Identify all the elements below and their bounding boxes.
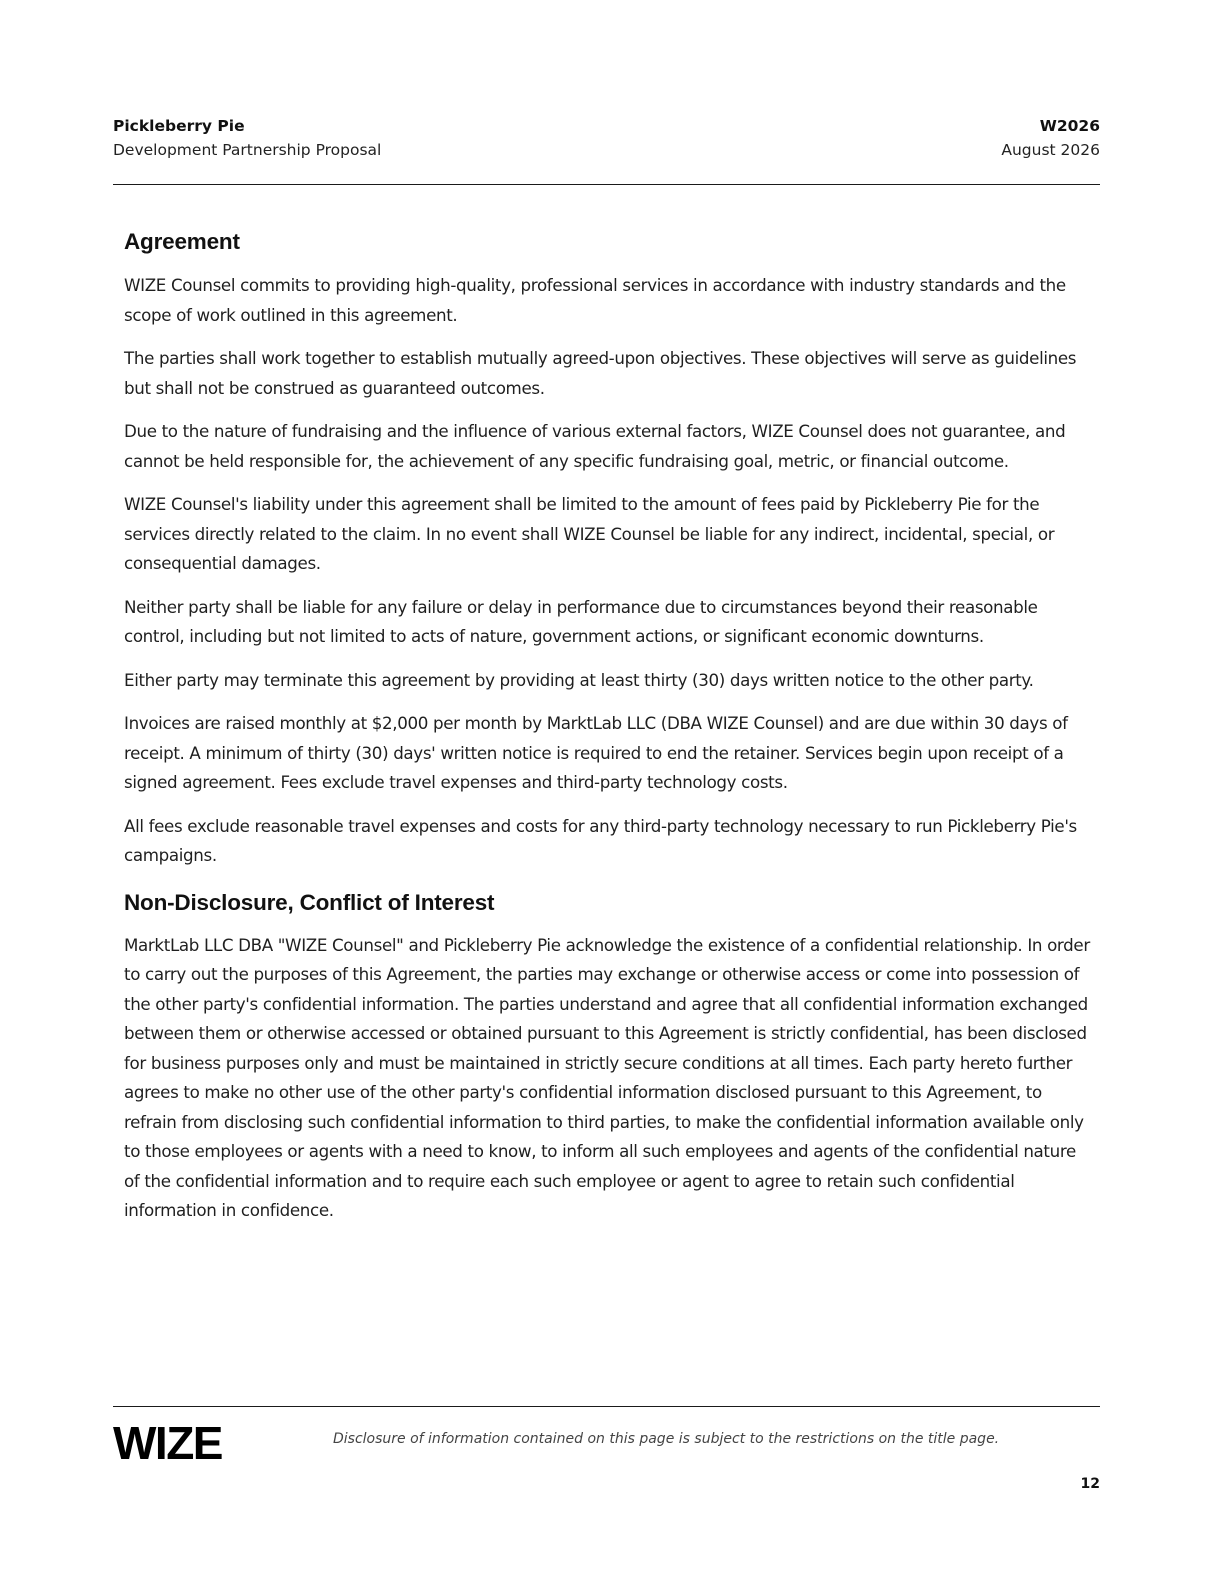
agreement-paragraph: All fees exclude reasonable travel expenses and costs for any third-party technology necessary to run Pickleberry Pie's campaigns. (124, 815, 1077, 865)
document-title: Development Partnership Proposal (113, 141, 382, 159)
document-date: August 2026 (1001, 141, 1100, 159)
agreement-paragraph: WIZE Counsel commits to providing high-quality, professional services in accordance with industry standards and the scope of work outlined in this agreement. (124, 275, 1066, 325)
wize-logo: WIZE (113, 1417, 222, 1469)
agreement-paragraph: Invoices are raised monthly at $2,000 per month by MarktLab LLC (DBA WIZE Counsel) and are due within 30 days of receipt. A minimum of thirty (30) days' written notice is required to end the retainer. Services begin upon receipt of a signed agreement. Fees exclude travel expenses and third-party technology costs. (124, 713, 1068, 792)
page-number: 12 (1080, 1476, 1100, 1492)
page-footer (113, 1406, 1100, 1469)
header-right (1001, 114, 1100, 162)
non-disclosure-section (124, 887, 1090, 1226)
agreement-paragraph: Due to the nature of fundraising and the influence of various external factors, WIZE Counsel does not guarantee, and cannot be held responsible for, the achievement of any specific fundraising goal, metric, or financial outcome. (124, 421, 1066, 471)
document-code: W2026 (1039, 117, 1100, 135)
agreement-section (124, 226, 1090, 871)
client-name: Pickleberry Pie (113, 117, 245, 135)
agreement-paragraph: Either party may terminate this agreement by providing at least thirty (30) days written notice to the other party. (124, 669, 1034, 690)
non-disclosure-heading: Non-Disclosure, Conflict of Interest (124, 889, 495, 915)
page-header (113, 114, 1100, 185)
agreement-paragraph: Neither party shall be liable for any failure or delay in performance due to circumstances beyond their reasonable control, including but not limited to acts of nature, government actions, or significant economic downturns. (124, 596, 1038, 646)
agreement-heading: Agreement (124, 229, 240, 254)
disclosure-notice: Disclosure of information contained on this page is subject to the restrictions on the title page. (333, 1431, 1000, 1447)
non-disclosure-paragraph: MarktLab LLC DBA "WIZE Counsel" and Pickleberry Pie acknowledge the existence of a confidential relationship. In order to carry out the purposes of this Agreement, the parties may exchange or otherwise access or come into possession of the other party's confidential information. The parties understand and agree that all confidential information exchanged between them or otherwise accessed or obtained pursuant to this Agreement is strictly confidential, has been disclosed for business purposes only and must be maintained in strictly secure conditions at all times. Each party hereto further agrees to make no other use of the other party's confidential information disclosed pursuant to this Agreement, to refrain from disclosing such confidential information to third parties, to make the confidential information available only to those employees or agents with a need to know, to inform all such employees and agents of the confidential nature of the confidential information and to require each such employee or agent to agree to retain such confidential information in confidence. (124, 934, 1090, 1220)
header-left (113, 114, 381, 162)
page-content (124, 226, 1090, 1240)
agreement-paragraph: WIZE Counsel's liability under this agreement shall be limited to the amount of fees paid by Pickleberry Pie for the services directly related to the claim. In no event shall WIZE Counsel be liable for any indirect, incidental, special, or consequential damages. (124, 494, 1055, 573)
agreement-paragraph: The parties shall work together to establish mutually agreed-upon objectives. These objectives will serve as guidelines but shall not be construed as guaranteed outcomes. (124, 348, 1077, 398)
